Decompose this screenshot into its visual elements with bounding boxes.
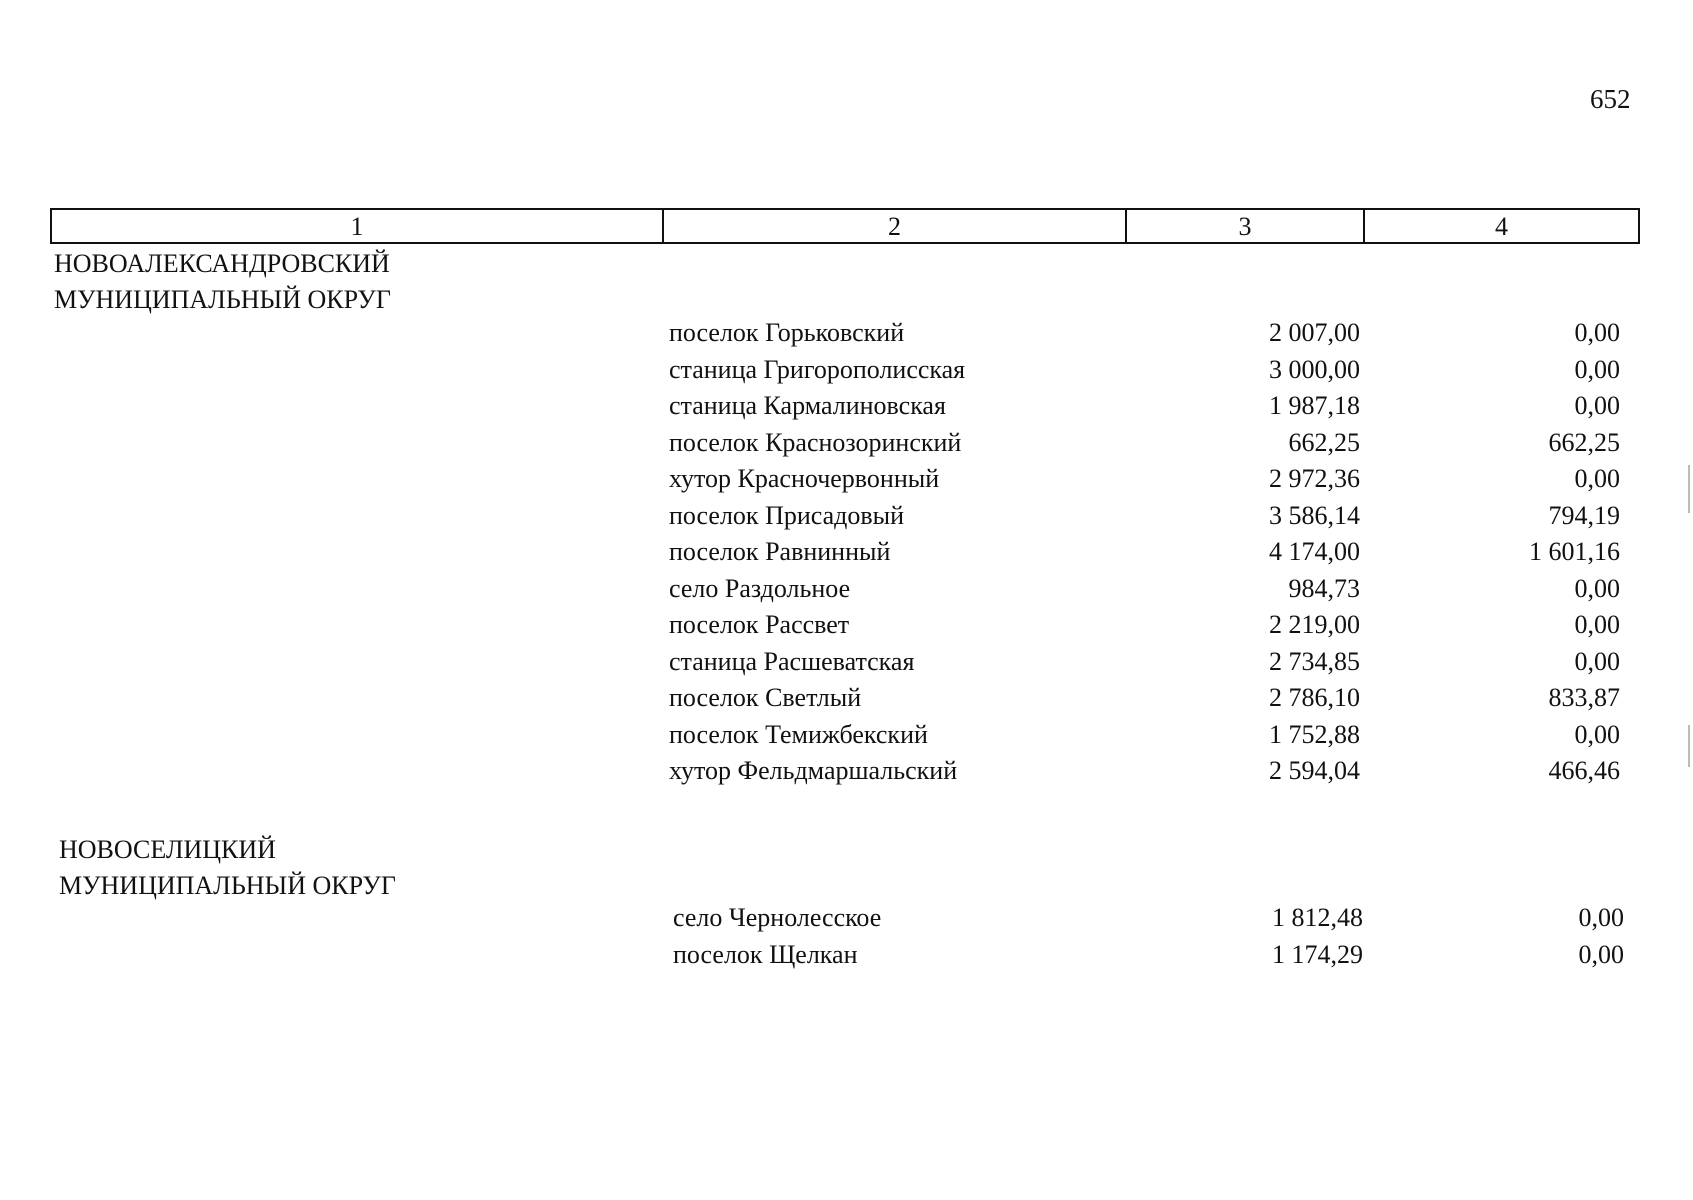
column-header-1: 1 [52,210,664,242]
value-col4: 0,00 [1574,464,1620,493]
group-title-line: МУНИЦИПАЛЬНЫЙ ОКРУГ [54,285,391,314]
table-row [0,391,1693,428]
value-col4: 0,00 [1578,903,1624,932]
table-row [0,428,1693,465]
settlement-name: поселок Щелкан [673,939,858,969]
group-title-line: НОВОСЕЛИЦКИЙ [59,835,276,864]
settlement-name: станица Кармалиновская [669,391,946,420]
group-title [59,832,396,904]
value-col4: 662,25 [1548,427,1620,457]
scan-edge-mark [1688,465,1690,513]
value-col3: 1 987,18 [1269,391,1360,420]
value-col4: 466,46 [1548,756,1620,785]
value-col4: 1 601,16 [1529,537,1620,566]
settlement-name: поселок Присадовый [669,500,905,530]
value-col3: 2 972,36 [1269,464,1360,493]
value-col3: 1 812,48 [1272,903,1363,932]
value-col3: 2 007,00 [1269,318,1360,347]
value-col3: 1 174,29 [1272,939,1363,969]
table-row [0,355,1693,392]
settlement-name: хутор Красночервонный [669,464,940,493]
settlement-name: село Чернолесское [673,903,882,932]
settlement-name: поселок Равнинный [669,537,891,566]
table-row [0,940,1693,977]
column-header-4: 4 [1495,212,1508,241]
table-row [0,537,1693,574]
settlement-name: село Раздольное [669,573,851,603]
settlement-name: поселок Краснозоринский [669,427,962,457]
value-col4: 0,00 [1574,318,1620,347]
scan-edge-mark [1688,725,1690,767]
group-title-line: МУНИЦИПАЛЬНЫЙ ОКРУГ [59,871,396,900]
value-col4: 0,00 [1574,573,1620,603]
table-row [0,647,1693,684]
value-col3: 2 594,04 [1269,756,1360,785]
column-header-row [50,208,1640,244]
table-row [0,610,1693,647]
value-col3: 662,25 [1288,427,1360,457]
column-header-2: 2 [664,210,1127,242]
settlement-name: поселок Светлый [669,683,862,712]
settlement-name: поселок Темижбекский [669,719,928,749]
value-col3: 2 219,00 [1269,610,1360,639]
value-col4: 0,00 [1574,391,1620,420]
table-row [0,464,1693,501]
value-col4: 0,00 [1574,719,1620,749]
value-col3: 4 174,00 [1269,537,1360,566]
value-col4: 0,00 [1574,354,1620,384]
group-rows [0,903,1693,976]
value-col3: 3 586,14 [1269,500,1360,530]
table-row [0,903,1693,940]
column-header-3: 3 [1127,210,1365,242]
page-number: 652 [1590,84,1631,114]
table-row [0,318,1693,355]
value-col4: 794,19 [1548,500,1620,530]
value-col4: 0,00 [1574,646,1620,676]
table-row [0,501,1693,538]
settlement-name: поселок Горьковский [669,318,905,347]
settlement-name: станица Расшеватская [669,646,915,676]
value-col3: 1 752,88 [1269,719,1360,749]
group-title-line: НОВОАЛЕКСАНДРОВСКИЙ [54,249,390,278]
value-col3: 2 734,85 [1269,646,1360,676]
value-col3: 984,73 [1288,573,1360,603]
value-col3: 3 000,00 [1269,354,1360,384]
value-col4: 0,00 [1574,610,1620,639]
group-title [54,246,391,318]
table-row [0,683,1693,720]
value-col3: 2 786,10 [1269,683,1360,712]
table-row [0,720,1693,757]
value-col4: 0,00 [1578,939,1624,969]
group-rows [0,318,1693,793]
table-row [0,756,1693,793]
table-row [0,574,1693,611]
settlement-name: станица Григорополисская [669,354,966,384]
settlement-name: поселок Рассвет [669,610,850,639]
value-col4: 833,87 [1548,683,1620,712]
settlement-name: хутор Фельдмаршальский [669,756,958,785]
